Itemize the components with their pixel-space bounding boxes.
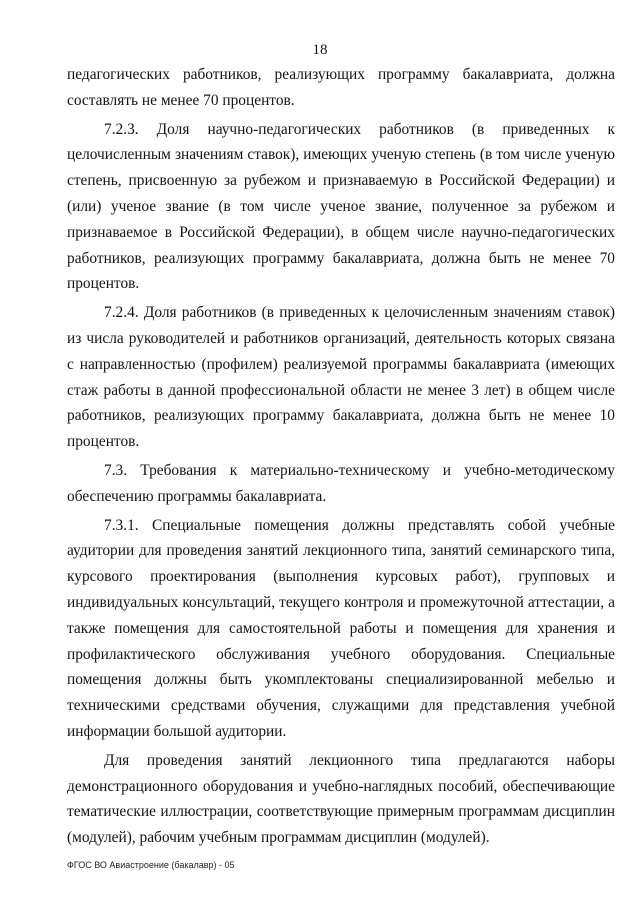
paragraph-7-3: 7.3. Требования к материально-техническому и учебно-методическому обеспечению программы бакалавриата. <box>67 461 615 505</box>
paragraph-7-2-4: 7.2.4. Доля работников (в приведенных к целочисленным значениям ставок) из числа руководителей и работников организаций, деятельность которых связана с направленностью (профилем) реализуемой программы бакалавриата (имеющих стаж работы в данной профессиональной области не менее 3 лет) в общем числе работников, реализующих программу бакалавриата, должна быть не менее 10 процентов. <box>67 304 615 451</box>
paragraph-continuation: педагогических работников, реализующих программу бакалавриата, должна составлять не менее 70 процентов. <box>67 66 615 109</box>
document-body <box>67 62 615 854</box>
page-number: 18 <box>312 42 328 58</box>
document-footer: ФГОС ВО Авиастроение (бакалавр) - 05 <box>67 860 235 870</box>
paragraph-7-2-3: 7.2.3. Доля научно-педагогических работников (в приведенных к целочисленным значениям ставок), имеющих ученую степень (в том числе ученую степень, присвоенную за рубежом и признаваемую в Российской Федерации) и (или) ученое звание (в том числе ученое звание, полученное за рубежом и признаваемое в Российской Федерации), в общем числе научно-педагогических работников, реализующих программу бакалавриата, должна быть не менее 70 процентов. <box>67 120 615 293</box>
paragraph-7-3-1: 7.3.1. Специальные помещения должны представлять собой учебные аудитории для проведения занятий лекционного типа, занятий семинарского типа, курсового проектирования (выполнения курсовых работ), групповых и индивидуальных консультаций, текущего контроля и промежуточной аттестации, а также помещения для самостоятельной работы и помещения для хранения и профилактического обслуживания учебного оборудования. Специальные помещения должны быть укомплектованы специализированной мебелью и техническими средствами обучения, служащими для представления учебной информации большой аудитории. <box>67 516 615 740</box>
paragraph-lecture-equipment: Для проведения занятий лекционного типа предлагаются наборы демонстрационного оборудования и учебно-наглядных пособий, обеспечивающие тематические иллюстрации, соответствующие примерным программам дисциплин (модулей), рабочим учебным программам дисциплин (модулей). <box>67 751 615 847</box>
